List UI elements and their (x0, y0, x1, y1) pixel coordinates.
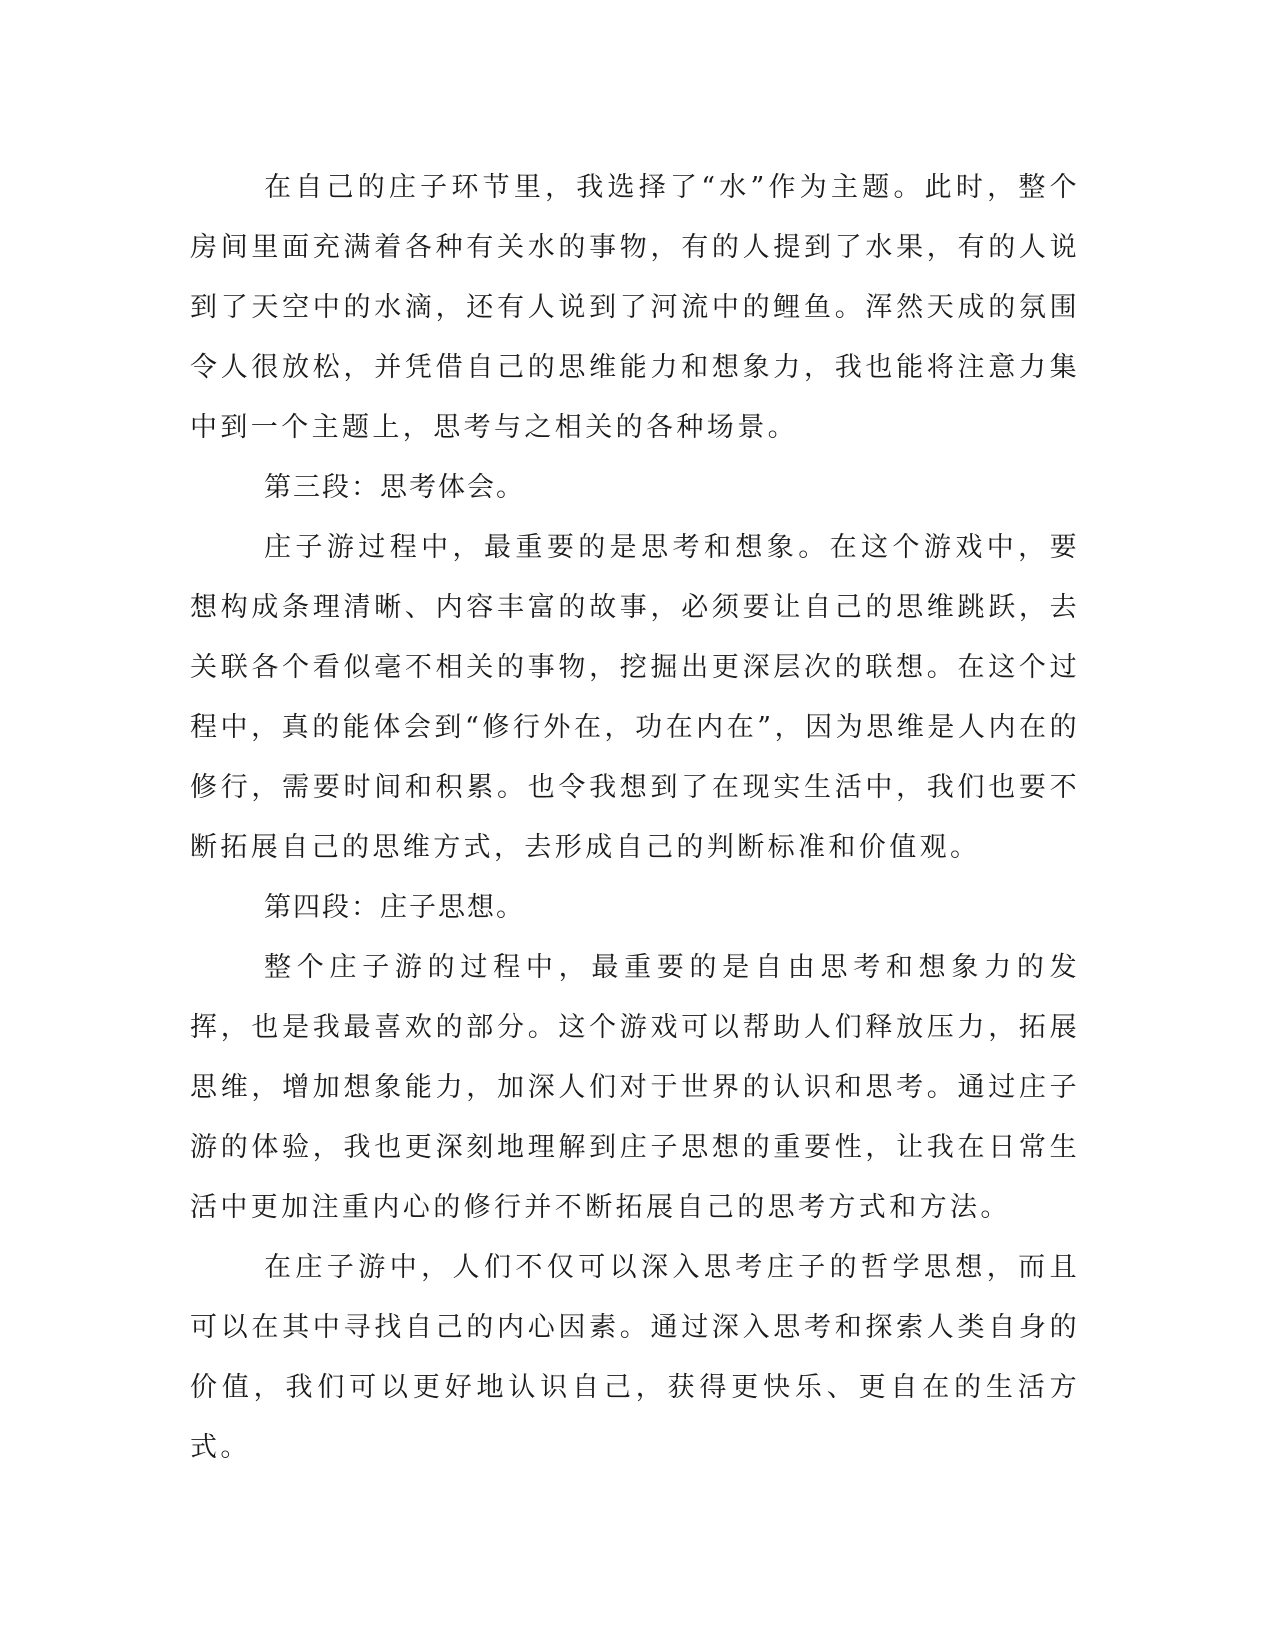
paragraph-water-theme: 在自己的庄子环节里，我选择了“水”作为主题。此时，整个房间里面充满着各种有关水的事物，有的人提到了水果，有的人说到了天空中的水滴，还有人说到了河流中的鲤鱼。浑然天成的氛围令人很放松，并凭借自己的思维能力和想象力，我也能将注意力集中到一个主题上，思考与之相关的各种场景。 (190, 172, 1080, 443)
paragraph-zhuangzi-thought: 整个庄子游的过程中，最重要的是自由思考和想象力的发挥，也是我最喜欢的部分。这个游戏可以帮助人们释放压力，拓展思维，增加想象能力，加深人们对于世界的认识和思考。通过庄子游的体验，我也更深刻地理解到庄子思想的重要性，让我在日常生活中更加注重内心的修行并不断拓展自己的思考方式和方法。 (190, 952, 1080, 1223)
section-heading-3: 第三段：思考体会。 (264, 472, 525, 503)
section-heading-4: 第四段：庄子思想。 (264, 892, 525, 923)
paragraph-conclusion: 在庄子游中，人们不仅可以深入思考庄子的哲学思想，而且可以在其中寻找自己的内心因素。通过深入思考和探索人类自身的价值，我们可以更好地认识自己，获得更快乐、更自在的生活方式。 (190, 1252, 1080, 1463)
paragraph-reflection: 庄子游过程中，最重要的是思考和想象。在这个游戏中，要想构成条理清晰、内容丰富的故事，必须要让自己的思维跳跃，去关联各个看似毫不相关的事物，挖掘出更深层次的联想。在这个过程中，真的能体会到“修行外在，功在内在”，因为思维是人内在的修行，需要时间和积累。也令我想到了在现实生活中，我们也要不断拓展自己的思维方式，去形成自己的判断标准和价值观。 (190, 532, 1080, 863)
document-body (190, 158, 1080, 1478)
